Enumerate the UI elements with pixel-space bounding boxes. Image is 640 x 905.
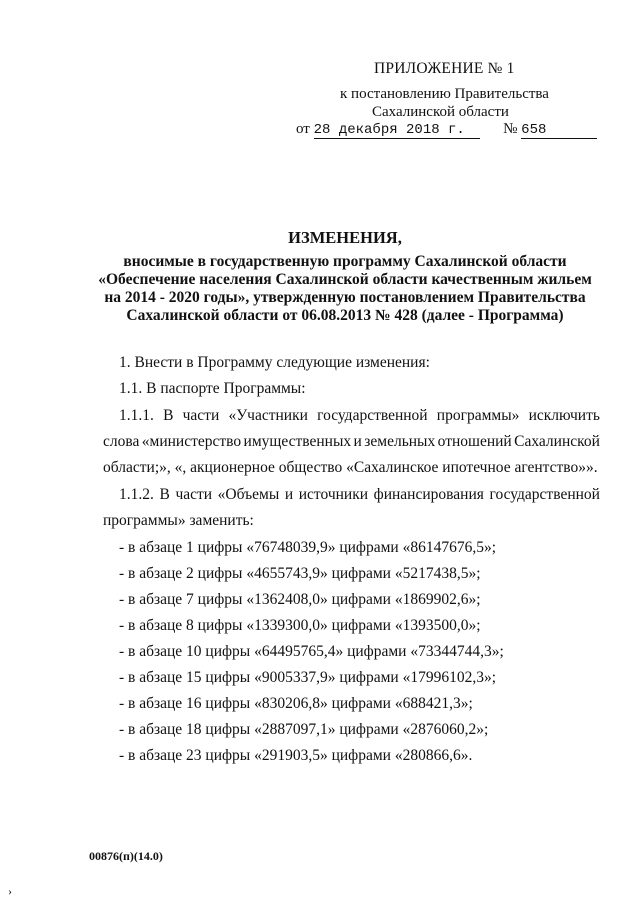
list-item: - в абзаце 16 цифры «830206,8» цифрами «688421,3»;: [119, 695, 473, 712]
title-line-1: вносимые в государственную программу Сахалинской области: [123, 253, 567, 270]
list-item: - в абзаце 23 цифры «291903,5» цифрами «280866,6».: [119, 747, 473, 764]
title-line-4: Сахалинской области от 06.08.2013 № 428 (далее - Программа): [126, 307, 564, 324]
list-item: - в абзаце 15 цифры «9005337,9» цифрами «17996102,3»;: [119, 669, 497, 686]
title-line-3: на 2014 - 2020 годы», утвержденную постановлением Правительства: [104, 289, 586, 306]
paragraph-1: 1. Внести в Программу следующие изменения:: [119, 354, 430, 371]
document-code: 00876(п)(14.0): [89, 849, 163, 863]
paragraph-1-1-1-line-2: слова «министерство имущественных и земельных отношений Сахалинской: [103, 433, 600, 450]
appendix-date-row: [296, 121, 597, 139]
paragraph-1-1-2-line-2: программы» заменить:: [103, 512, 254, 529]
number-value: 658: [521, 122, 597, 139]
changes-heading: ИЗМЕНЕНИЯ,: [288, 228, 402, 247]
list-item: - в абзаце 2 цифры «4655743,9» цифрами «5217438,5»;: [119, 565, 481, 582]
list-item: - в абзаце 7 цифры «1362408,0» цифрами «1869902,6»;: [119, 591, 481, 608]
date-prefix: от: [296, 121, 310, 137]
list-item: - в абзаце 1 цифры «76748039,9» цифрами «86147676,5»;: [119, 539, 497, 556]
title-line-2: «Обеспечение населения Сахалинской области качественным жильем: [98, 271, 592, 288]
number-prefix: №: [503, 121, 518, 137]
list-item: - в абзаце 18 цифры «2887097,1» цифрами «2876060,2»;: [119, 721, 489, 738]
appendix-resolution-line: к постановлению Правительства: [340, 86, 549, 102]
paragraph-1-1-1-line-1: 1.1.1. В части «Участники государственной программы» исключить: [119, 407, 600, 424]
date-value: 28 декабря 2018 г.: [314, 122, 480, 139]
paragraph-1-1: 1.1. В паспорте Программы:: [119, 380, 306, 397]
appendix-region-line: Сахалинской области: [372, 104, 509, 120]
paragraph-1-1-2-line-1: 1.1.2. В части «Объемы и источники финансирования государственной: [119, 486, 600, 503]
appendix-title: ПРИЛОЖЕНИЕ № 1: [374, 60, 515, 77]
corner-mark: ›: [8, 884, 12, 898]
list-item: - в абзаце 8 цифры «1339300,0» цифрами «1393500,0»;: [119, 617, 481, 634]
list-item: - в абзаце 10 цифры «64495765,4» цифрами «73344744,3»;: [119, 643, 504, 660]
paragraph-1-1-1-line-3: области;», «, акционерное общество «Сахалинское ипотечное агентство»».: [103, 459, 598, 476]
